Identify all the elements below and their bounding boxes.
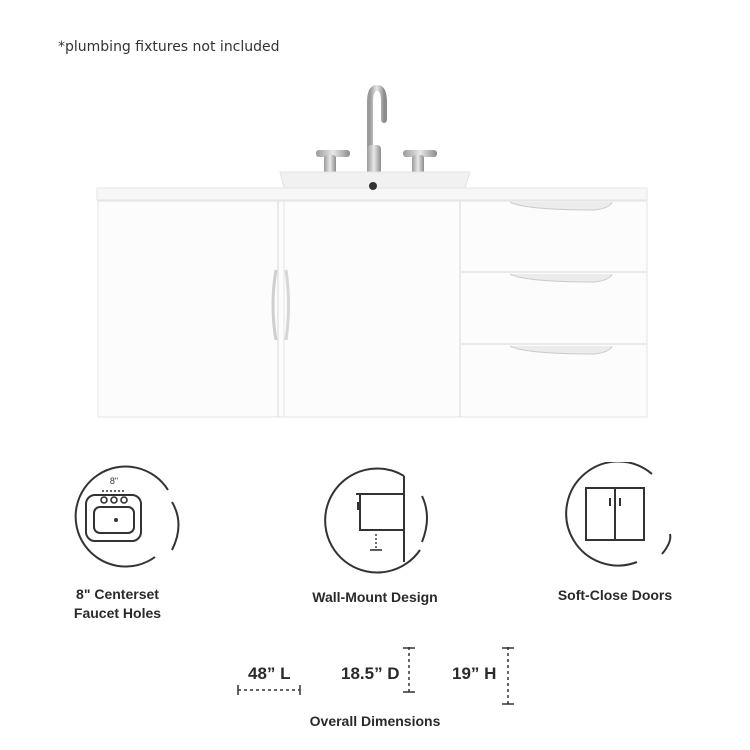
overall-dimensions-caption: Overall Dimensions [309, 713, 441, 729]
feature-label-wall-mount: Wall-Mount Design [312, 589, 438, 605]
plumbing-note: *plumbing fixtures not included [58, 39, 280, 55]
faucet [316, 88, 437, 179]
dimension-depth: 18.5” D [341, 664, 400, 683]
soft-close-doors-icon [552, 462, 682, 577]
dimension-height: 19” H [452, 664, 497, 683]
height-arrow-icon [499, 645, 517, 707]
faucet-holes-icon [60, 462, 185, 577]
length-arrow-icon [236, 682, 302, 698]
centerset-label: 8" [109, 476, 119, 486]
depth-arrow-icon [400, 645, 418, 695]
dimension-length: 48” L [248, 664, 291, 683]
feature-label-soft-close: Soft-Close Doors [557, 587, 673, 603]
feature-label-faucet-holes: 8" Centerset Faucet Holes [73, 586, 162, 621]
wall-mount-icon [312, 462, 437, 577]
